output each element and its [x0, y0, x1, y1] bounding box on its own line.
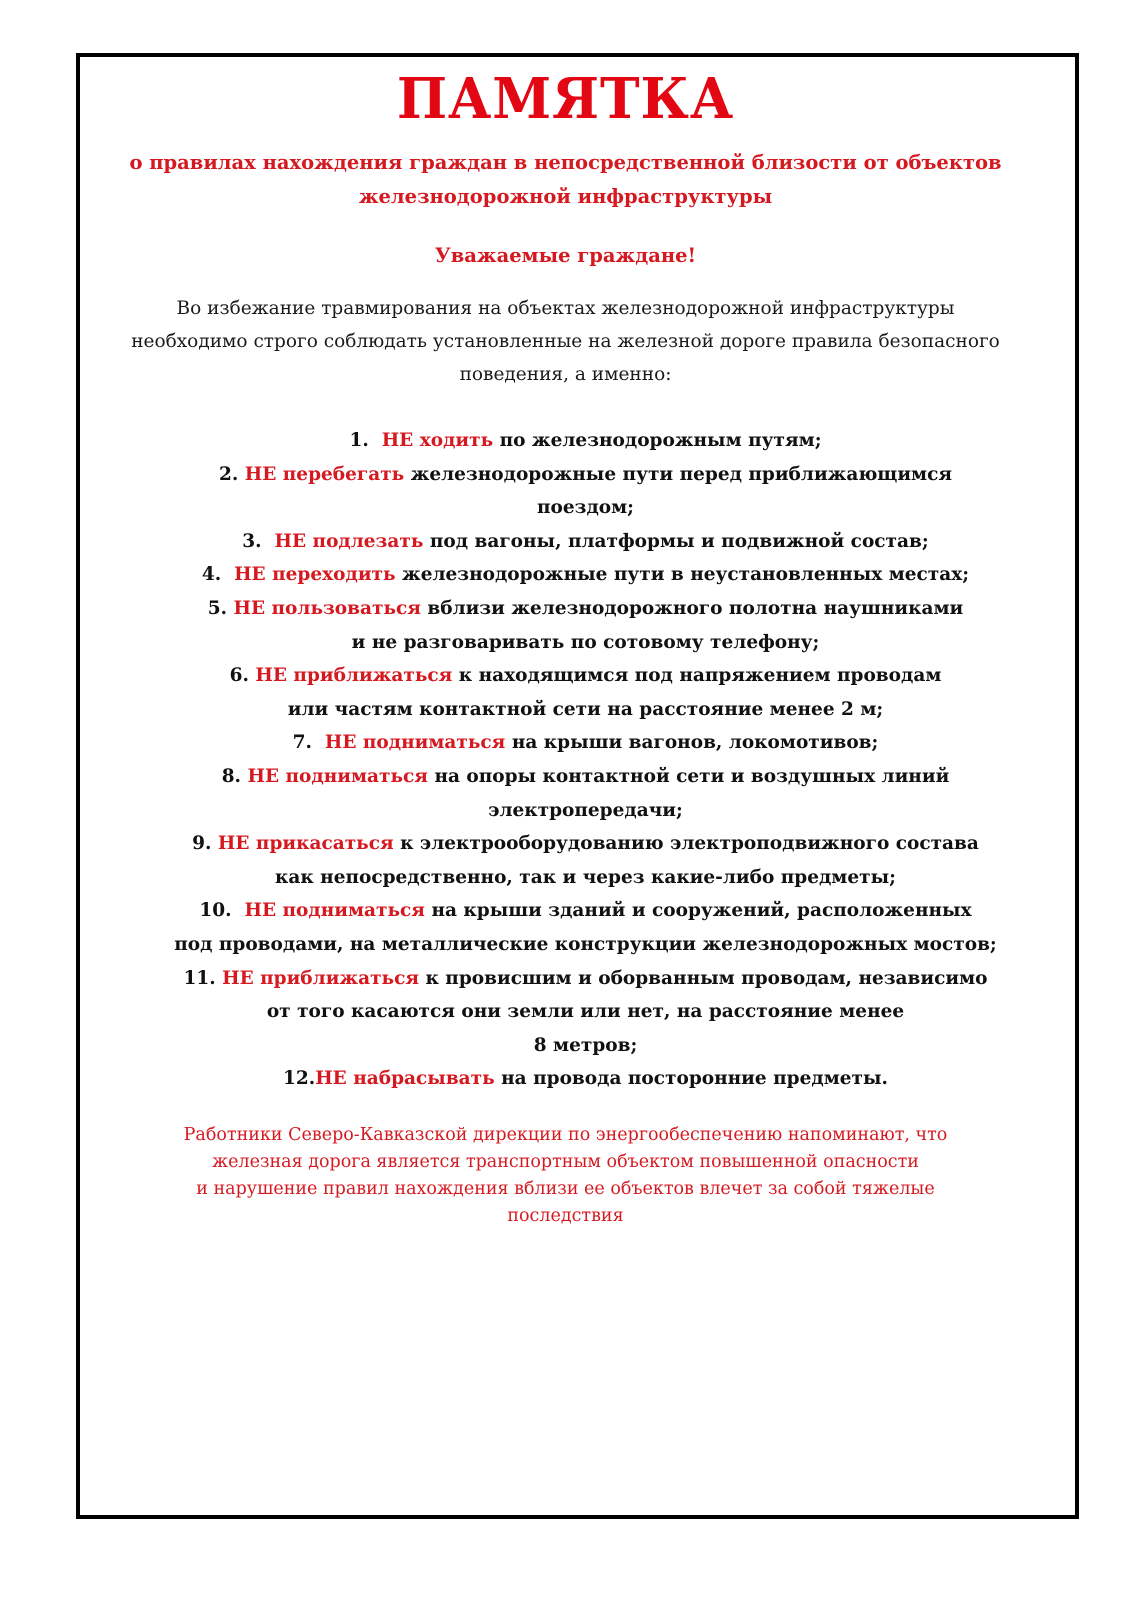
- footer-note: [120, 1122, 1011, 1230]
- rule-text: на провода посторонние предметы.: [501, 1068, 888, 1090]
- rule-text: по железнодорожным путям;: [499, 430, 822, 451]
- rule-item: [130, 424, 1041, 458]
- rule-text: вблизи железнодорожного полотна наушниками: [427, 597, 964, 619]
- rule-text: к находящимся под напряжением проводам: [458, 665, 942, 687]
- rule-prohibition: НЕ перебегать: [244, 463, 405, 485]
- rule-number: 7.: [292, 732, 312, 754]
- rules-list: [130, 424, 1041, 1096]
- subtitle-line: о правилах нахождения граждан в непосредственной близости от объектов: [129, 151, 1002, 174]
- rule-prohibition: НЕ приближаться: [255, 665, 453, 687]
- rule-prohibition: НЕ пользоваться: [233, 597, 421, 619]
- intro-line: поведения, а именно:: [459, 364, 672, 385]
- greeting: Уважаемые граждане!: [434, 244, 697, 267]
- rule-text: на крыши зданий и сооружений, расположенных: [431, 900, 972, 922]
- rule-text: 8 метров;: [533, 1034, 638, 1056]
- rule-number: 9.: [192, 833, 212, 855]
- rule-text: к провисшим и оборванным проводам, независимо: [425, 967, 988, 989]
- rule-text: от того касаются они земли или нет, на расстояние менее: [266, 1001, 905, 1023]
- rule-text: на крыши вагонов, локомотивов;: [511, 732, 879, 754]
- rule-text: железнодорожные пути перед приближающимся: [410, 463, 953, 485]
- rule-item: [130, 659, 1041, 726]
- rule-number: 11.: [183, 967, 216, 989]
- rule-item: [130, 592, 1041, 659]
- rule-text: и не разговаривать по сотовому телефону;: [351, 631, 820, 653]
- rule-item: [130, 1062, 1041, 1096]
- rule-number: 3.: [242, 530, 262, 552]
- rule-number: 6.: [229, 665, 249, 687]
- subtitle: [100, 146, 1031, 214]
- rule-text: поездом;: [536, 497, 635, 519]
- rule-text: железнодорожные пути в неустановленных местах;: [402, 564, 970, 586]
- rule-item: [130, 760, 1041, 827]
- footer-line: Работники Северо-Кавказской дирекции по энергообеспечению напоминают, что: [183, 1125, 948, 1145]
- rule-number: 4.: [201, 564, 222, 586]
- intro-line: Во избежание травмирования на объектах железнодорожной инфраструктуры: [176, 298, 955, 319]
- intro-line: необходимо строго соблюдать установленные на железной дороге правила безопасного: [131, 331, 1000, 352]
- rule-prohibition: НЕ набрасывать: [315, 1068, 495, 1090]
- rule-prohibition: НЕ ходить: [381, 430, 494, 451]
- subtitle-line: железнодорожной инфраструктуры: [358, 185, 773, 208]
- rule-prohibition: НЕ приближаться: [222, 967, 420, 989]
- rule-text: под проводами, на металлические конструкции железнодорожных мостов;: [174, 933, 997, 955]
- rule-item: [130, 558, 1041, 592]
- rule-text: электропередачи;: [488, 799, 683, 821]
- rule-prohibition: НЕ подниматься: [244, 900, 425, 922]
- footer-line: и нарушение правил нахождения вблизи ее объектов влечет за собой тяжелые: [196, 1179, 935, 1199]
- rule-number: 10.: [199, 900, 232, 922]
- rule-prohibition: НЕ подниматься: [247, 765, 428, 787]
- rule-number: 5.: [207, 597, 228, 619]
- rule-item: [130, 827, 1041, 894]
- rule-prohibition: НЕ прикасаться: [217, 833, 394, 855]
- rule-item: [130, 525, 1041, 559]
- rule-number: 8.: [221, 765, 242, 787]
- rule-item: [130, 962, 1041, 1063]
- rule-text: на опоры контактной сети и воздушных линий: [434, 765, 950, 787]
- rule-item: [130, 726, 1041, 760]
- rule-item: [130, 458, 1041, 525]
- rule-number: 12.: [283, 1068, 316, 1090]
- rule-number: 2.: [218, 463, 239, 485]
- rule-prohibition: НЕ подниматься: [324, 732, 506, 754]
- rule-prohibition: НЕ переходить: [234, 564, 396, 586]
- rule-item: [130, 894, 1041, 961]
- rule-text: или частям контактной сети на расстояние менее 2 м;: [287, 698, 884, 720]
- rule-text: к электрооборудованию электроподвижного состава: [400, 833, 979, 855]
- rule-number: 1.: [349, 430, 369, 451]
- footer-line: железная дорога является транспортным объектом повышенной опасности: [212, 1152, 919, 1172]
- rule-text: под вагоны, платформы и подвижной состав;: [429, 530, 929, 552]
- page-title: ПАМЯТКА: [396, 66, 735, 132]
- rule-text: как непосредственно, так и через какие-либо предметы;: [275, 866, 896, 888]
- footer-line: последствия: [507, 1206, 624, 1226]
- intro-paragraph: [100, 292, 1031, 391]
- rule-prohibition: НЕ подлезать: [274, 530, 424, 552]
